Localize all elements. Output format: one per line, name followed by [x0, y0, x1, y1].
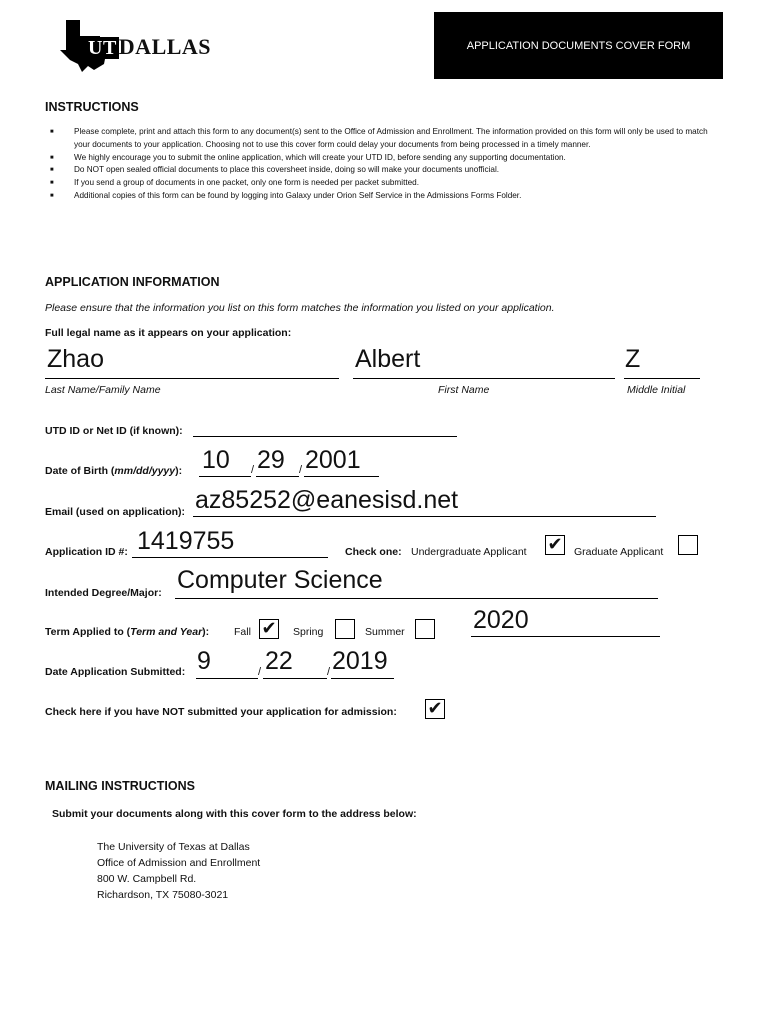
form-title-box	[434, 12, 723, 79]
first-name-caption: First Name	[438, 384, 490, 396]
submitted-year-field[interactable]: 2019	[332, 647, 388, 675]
last-name-caption: Last Name/Family Name	[45, 384, 161, 396]
submitted-date-label: Date Application Submitted:	[45, 666, 186, 678]
not-submitted-label: Check here if you have NOT submitted your application for admission:	[45, 706, 397, 718]
fall-label: Fall	[234, 626, 251, 638]
instruction-item: ■ Please complete, print and attach this form to any document(s) sent to the Office of Admission and Enrollment. The information provided on this form will only be used to match your documents to your application. Choosing not to use this cover form could delay your documents from being processed in a timely manner.	[45, 126, 710, 152]
dob-year-field[interactable]: 2001	[305, 446, 361, 474]
summer-checkbox[interactable]	[415, 619, 435, 639]
undergrad-label: Undergraduate Applicant	[411, 546, 527, 558]
form-title: APPLICATION DOCUMENTS COVER FORM	[466, 39, 691, 52]
spring-checkbox[interactable]	[335, 619, 355, 639]
application-id-field[interactable]: 1419755	[137, 527, 235, 555]
application-heading: APPLICATION INFORMATION	[45, 275, 220, 289]
summer-label: Summer	[365, 626, 405, 638]
email-label: Email (used on application):	[45, 506, 186, 518]
instruction-item: ■ We highly encourage you to submit the online application, which will create your UTD ID, before sending any supporting documentation.	[45, 152, 710, 165]
utd-logo-text: UTDALLAS	[88, 34, 212, 59]
check-one-label: Check one:	[345, 546, 402, 558]
submitted-month-field[interactable]: 9	[197, 647, 211, 675]
not-submitted-check-icon: ✔	[427, 698, 443, 719]
address-line: The University of Texas at Dallas	[97, 841, 250, 853]
middle-initial-caption: Middle Initial	[627, 384, 686, 396]
email-field[interactable]: az85252@eanesisd.net	[195, 486, 459, 514]
undergrad-check-icon: ✔	[547, 534, 563, 555]
instructions-list	[45, 126, 710, 203]
address-line: Richardson, TX 75080-3021	[97, 889, 229, 901]
dob-day-field[interactable]: 29	[257, 446, 285, 474]
mailing-heading: MAILING INSTRUCTIONS	[45, 779, 195, 793]
fall-check-icon: ✔	[261, 618, 277, 639]
application-id-label: Application ID #:	[45, 546, 128, 558]
middle-initial-field[interactable]: Z	[625, 345, 641, 373]
spring-label: Spring	[293, 626, 324, 638]
application-note: Please ensure that the information you list on this form matches the information you listed on your application.	[45, 302, 555, 314]
mailing-address	[97, 839, 260, 903]
term-year-field[interactable]: 2020	[473, 606, 529, 634]
instruction-item: ■ Additional copies of this form can be found by logging into Galaxy under Orion Self Service in the Admissions Forms Folder.	[45, 190, 710, 203]
instructions-heading: INSTRUCTIONS	[45, 100, 139, 114]
dob-label: Date of Birth (mm/dd/yyyy):	[45, 465, 183, 477]
instruction-item: ■ Do NOT open sealed official documents to place this coversheet inside, doing so will make your documents unofficial.	[45, 164, 710, 177]
address-line: Office of Admission and Enrollment	[97, 857, 261, 869]
grad-checkbox[interactable]	[678, 535, 698, 555]
mailing-instruction: Submit your documents along with this cover form to the address below:	[52, 808, 417, 820]
first-name-field[interactable]: Albert	[355, 345, 421, 373]
instruction-item: ■ If you send a group of documents in one packet, only one form is needed per packet submitted.	[45, 177, 710, 190]
submitted-day-field[interactable]: 22	[265, 647, 293, 675]
address-line: 800 W. Campbell Rd.	[97, 873, 197, 885]
term-label: Term Applied to (Term and Year):	[45, 626, 210, 638]
utd-id-label: UTD ID or Net ID (if known):	[45, 425, 183, 437]
degree-label: Intended Degree/Major:	[45, 587, 162, 599]
dob-month-field[interactable]: 10	[202, 446, 230, 474]
grad-label: Graduate Applicant	[574, 546, 664, 558]
last-name-field[interactable]: Zhao	[47, 345, 104, 373]
name-label: Full legal name as it appears on your application:	[45, 327, 292, 339]
degree-field[interactable]: Computer Science	[177, 566, 383, 594]
